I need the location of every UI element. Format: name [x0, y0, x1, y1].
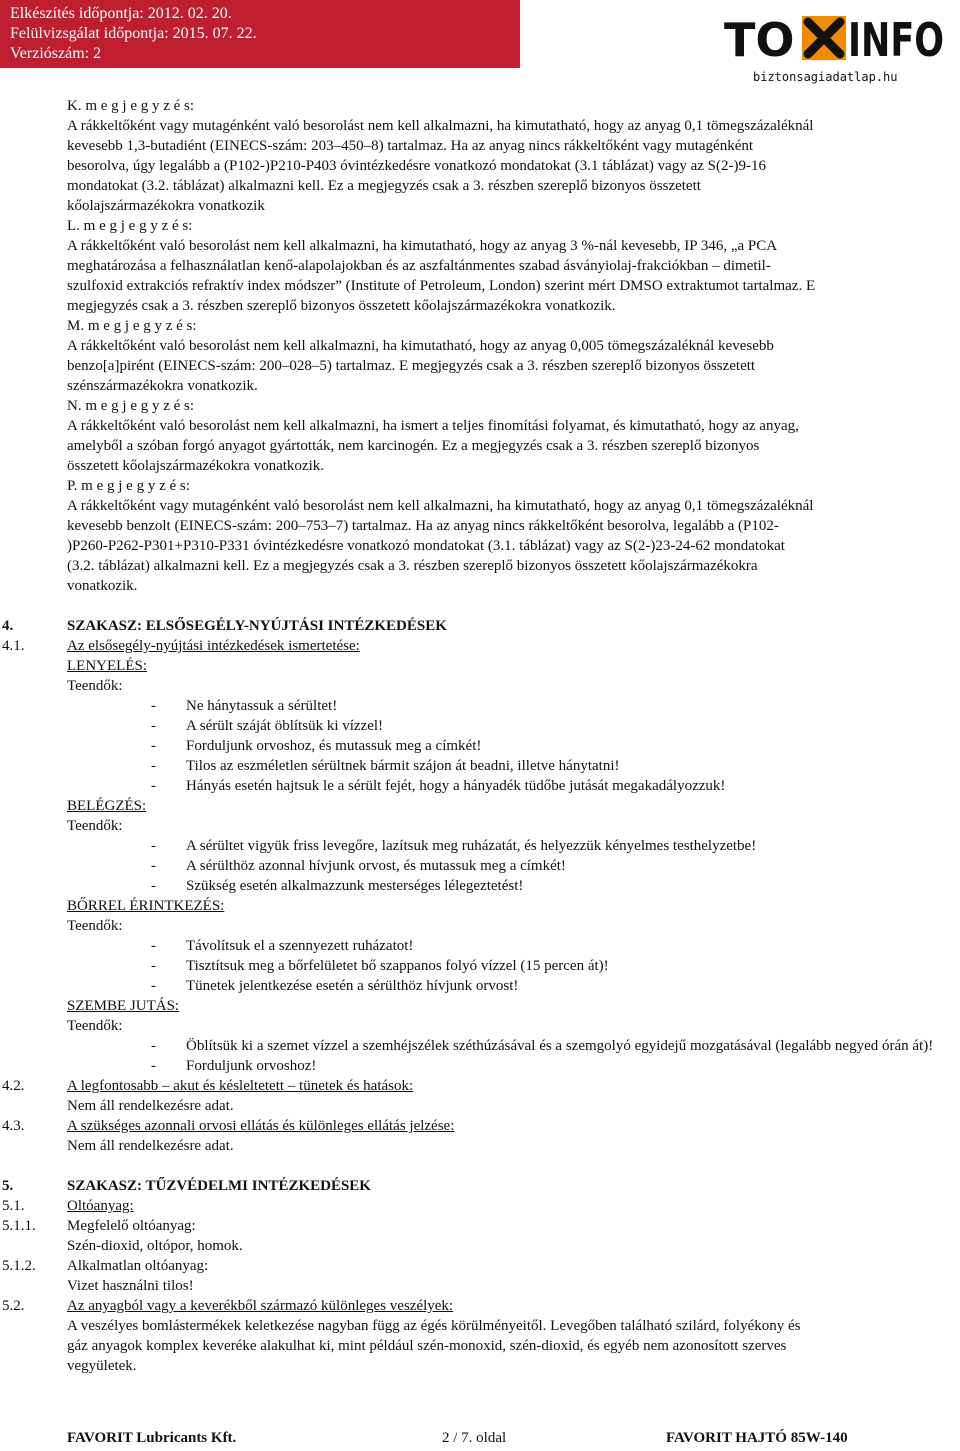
footer-company: FAVORIT Lubricants Kft.	[67, 1430, 237, 1446]
note-line: meghatározása a felhasználatlan kenő-alapolajokban és az aszfaltánmentes szabad ásványiolaj-frakciókban – dimetil-	[67, 258, 771, 274]
note-title: L. m e g j e g y z é s:	[67, 218, 193, 234]
first-aid-item	[0, 776, 960, 796]
no-data-text: Nem áll rendelkezésre adat.	[67, 1138, 234, 1154]
bullet-dash: -	[151, 718, 156, 734]
note-line: besorolva, úgy legalább a (P102-)P210-P403 óvintézkedésre vonatkozó mondatokat (3.1 táblázat) vagy az S(2-)9-16	[67, 158, 766, 174]
prepared-date: Elkészítés időpontja: 2012. 02. 20.	[10, 5, 232, 22]
teendok-label: Teendők:	[67, 818, 123, 834]
first-aid-item	[0, 736, 960, 756]
bullet-dash: -	[151, 698, 156, 714]
note-line: )P260-P262-P301+P310-P331 óvintézkedésre vonatkozó mondatokat (3.1. táblázat) vagy az S(2-)23-24-62 mondatokat	[67, 538, 785, 554]
section-number: 4.	[2, 618, 14, 634]
first-aid-item	[0, 1056, 960, 1076]
note-line: kevesebb benzolt (EINECS-szám: 200–753–7) tartalmaz. Ha az anyag nincs rákkeltőként besorolva, legalább a (P102-	[67, 518, 779, 534]
page-header	[0, 0, 960, 92]
section-5-1-2	[0, 1256, 960, 1276]
note-title: P. m e g j e g y z é s:	[67, 478, 190, 494]
subsection-number: 5.1.	[2, 1198, 25, 1214]
notes-block	[0, 96, 960, 596]
teendok-label: Teendők:	[67, 678, 123, 694]
first-aid-group-label: BELÉGZÉS:	[67, 798, 147, 814]
bullet-dash: -	[151, 938, 156, 954]
bullet-dash: -	[151, 738, 156, 754]
logo-text-right: INFO	[848, 13, 944, 64]
first-aid-item	[0, 976, 960, 996]
first-aid-item-text: Forduljunk orvoshoz, és mutassuk meg a címkét!	[186, 738, 482, 754]
subsection-title: Alkalmatlan oltóanyag:	[67, 1258, 209, 1274]
subsection-title: A szükséges azonnali orvosi ellátás és különleges ellátás jelzése:	[67, 1118, 455, 1134]
page-footer	[0, 1430, 960, 1450]
note-line: benzo[a]pirént (EINECS-szám: 200–028–5) tartalmaz. E megjegyzés csak a 3. részben szereplő bizonyos összetett	[67, 358, 756, 374]
site-url[interactable]: biztonsagiadatlap.hu	[753, 70, 898, 84]
first-aid-item	[0, 696, 960, 716]
special-hazards-text	[0, 1316, 960, 1376]
note-line: vonatkozik.	[67, 578, 138, 594]
section-title: SZAKASZ: ELSŐSEGÉLY-NYÚJTÁSI INTÉZKEDÉSEK	[67, 618, 447, 634]
note-line: szénszármazékokra vonatkozik.	[67, 378, 258, 394]
subsection-number: 5.1.1.	[2, 1218, 36, 1234]
bullet-dash: -	[151, 958, 156, 974]
note-line: A rákkeltőként vagy mutagénként való besorolást nem kell alkalmazni, ha kimutatható, hogy az anyag 0,1 tömegszázaléknál	[67, 498, 814, 514]
bullet-dash: -	[151, 758, 156, 774]
unsuitable-extinguisher-text: Vizet használni tilos!	[67, 1278, 194, 1294]
note-line: szulfoxid extrakciós refraktív index módszer” (Institute of Petroleum, London) szerint mért DMSO extraktumot tartalmaz. E	[67, 278, 816, 294]
version-number: Verziószám: 2	[10, 45, 102, 62]
no-data-text: Nem áll rendelkezésre adat.	[67, 1098, 234, 1114]
special-hazards-line: vegyületek.	[67, 1358, 137, 1374]
first-aid-item-text: Forduljunk orvoshoz!	[186, 1058, 317, 1074]
first-aid-group-label: LENYELÉS:	[67, 658, 147, 674]
subsection-number: 4.2.	[2, 1078, 25, 1094]
subsection-title: A legfontosabb – akut és késleltetett – tünetek és hatások:	[67, 1078, 414, 1094]
section-4-heading	[0, 616, 960, 636]
first-aid-item	[0, 716, 960, 736]
note-line: A rákkeltőként való besorolást nem kell alkalmazni, ha kimutatható, hogy az anyag 0,005 tömegszázaléknál kevesebb	[67, 338, 774, 354]
first-aid-item-text: Öblítsük ki a szemet vízzel a szemhéjszélek széthúzásával és a szemgolyó egyidejű mozgatásával (legalább negyed órán át)!	[186, 1038, 934, 1054]
section-5-1-1	[0, 1216, 960, 1236]
bullet-dash: -	[151, 838, 156, 854]
toxinfo-logo	[724, 12, 944, 64]
subsection-title: Megfelelő oltóanyag:	[67, 1218, 196, 1234]
note-line: A rákkeltőként való besorolást nem kell alkalmazni, ha kimutatható, hogy az anyag 3 %-nál kevesebb, IP 346, „a PCA	[67, 238, 778, 254]
note-line: mondatokat (3.2. táblázat) alkalmazni kell. Ez a megjegyzés csak a 3. részben szereplő bizonyos összetett	[67, 178, 701, 194]
footer-product: FAVORIT HAJTÓ 85W-140	[666, 1430, 848, 1446]
bullet-dash: -	[151, 858, 156, 874]
bullet-dash: -	[151, 1038, 156, 1054]
first-aid-item-text: Tünetek jelentkezése esetén a sérülthöz hívjunk orvost!	[186, 978, 519, 994]
footer-page-number: 2 / 7. oldal	[442, 1430, 507, 1446]
section-5-heading	[0, 1176, 960, 1196]
special-hazards-line: A veszélyes bomlástermékek keletkezése nagyban függ az égés körülményeitől. Levegőben található szilárd, folyékony és	[67, 1318, 801, 1334]
section-4-1	[0, 636, 960, 656]
note-title: K. m e g j e g y z é s:	[67, 98, 195, 114]
bullet-dash: -	[151, 1058, 156, 1074]
first-aid-groups	[0, 656, 960, 1076]
first-aid-item-text: Tilos az eszméletlen sérültnek bármit szájon át beadni, illetve hánytatni!	[186, 758, 620, 774]
first-aid-item	[0, 1036, 960, 1056]
note-line: összetett kőolajszármazékokra vonatkozik.	[67, 458, 324, 474]
first-aid-item-text: A sérült száját öblítsük ki vízzel!	[186, 718, 384, 734]
subsection-title: Oltóanyag:	[67, 1198, 134, 1214]
header-info-bar	[0, 0, 520, 68]
first-aid-item	[0, 876, 960, 896]
note-line: amelyből a szóban forgó anyagot gyártották, nem karcinogén. Ez a megjegyzés csak a 3. részben szereplő bizonyos	[67, 438, 760, 454]
document-body	[0, 96, 960, 1376]
first-aid-item	[0, 836, 960, 856]
first-aid-item-text: Ne hánytassuk a sérültet!	[186, 698, 338, 714]
section-title: SZAKASZ: TŰZVÉDELMI INTÉZKEDÉSEK	[67, 1178, 371, 1194]
first-aid-item-text: A sérültet vigyük friss levegőre, lazítsuk meg ruházatát, és helyezzük kényelmes testhelyzetbe!	[186, 838, 757, 854]
suitable-extinguisher-text: Szén-dioxid, oltópor, homok.	[67, 1238, 243, 1254]
section-4-2	[0, 1076, 960, 1096]
bullet-dash: -	[151, 878, 156, 894]
subsection-number: 4.3.	[2, 1118, 25, 1134]
teendok-label: Teendők:	[67, 1018, 123, 1034]
revision-date: Felülvizsgálat időpontja: 2015. 07. 22.	[10, 25, 257, 42]
logo-text-left: TO	[724, 13, 795, 64]
subsection-number: 4.1.	[2, 638, 25, 654]
note-line: A rákkeltőként való besorolást nem kell alkalmazni, ha ismert a teljes finomítási folyamat, és kimutatható, hogy az anyag,	[67, 418, 799, 434]
section-4-3	[0, 1116, 960, 1136]
first-aid-item-text: A sérülthöz azonnal hívjunk orvost, és mutassuk meg a címkét!	[186, 858, 566, 874]
bullet-dash: -	[151, 778, 156, 794]
first-aid-group-label: SZEMBE JUTÁS:	[67, 998, 180, 1014]
note-line: kevesebb 1,3-butadiént (EINECS-szám: 203–450–8) tartalmaz. Ha az anyag nincs rákkeltőként vagy mutagénként	[67, 138, 754, 154]
first-aid-item-text: Tisztítsuk meg a bőrfelületet bő szappanos folyó vízzel (15 percen át)!	[186, 958, 609, 974]
first-aid-item	[0, 936, 960, 956]
note-line: A rákkeltőként vagy mutagénként való besorolást nem kell alkalmazni, ha kimutatható, hogy az anyag 0,1 tömegszázaléknál	[67, 118, 814, 134]
first-aid-item	[0, 856, 960, 876]
subsection-number: 5.1.2.	[2, 1258, 36, 1274]
note-line: kőolajszármazékokra vonatkozik	[67, 198, 265, 214]
first-aid-item	[0, 956, 960, 976]
note-line: (3.2. táblázat) alkalmazni kell. Ez a megjegyzés csak a 3. részben szereplő bizonyos összetett kőolajszármazékokra	[67, 558, 758, 574]
subsection-number: 5.2.	[2, 1298, 25, 1314]
note-title: N. m e g j e g y z é s:	[67, 398, 195, 414]
note-line: megjegyzés csak a 3. részben szereplő bizonyos összetett kőolajszármazékokra vonatkozik.	[67, 298, 616, 314]
bullet-dash: -	[151, 978, 156, 994]
first-aid-item-text: Szükség esetén alkalmazzunk mesterséges lélegeztetést!	[186, 878, 524, 894]
first-aid-item-text: Távolítsuk el a szennyezett ruházatot!	[186, 938, 414, 954]
section-5-1	[0, 1196, 960, 1216]
subsection-title: Az elsősegély-nyújtási intézkedések ismertetése:	[67, 638, 360, 654]
teendok-label: Teendők:	[67, 918, 123, 934]
first-aid-group-label: BŐRREL ÉRINTKEZÉS:	[67, 898, 225, 914]
special-hazards-line: gáz anyagok komplex keveréke alakulhat ki, mint például szén-monoxid, szén-dioxid, és egyéb nem azonosított szerves	[67, 1338, 787, 1354]
first-aid-item-text: Hányás esetén hajtsuk le a sérült fejét, hogy a hányadék tüdőbe jutását megakadályozzuk!	[186, 778, 726, 794]
section-5-2	[0, 1296, 960, 1316]
subsection-title: Az anyagból vagy a keverékből származó különleges veszélyek:	[67, 1298, 454, 1314]
section-number: 5.	[2, 1178, 14, 1194]
first-aid-item	[0, 756, 960, 776]
note-title: M. m e g j e g y z é s:	[67, 318, 197, 334]
